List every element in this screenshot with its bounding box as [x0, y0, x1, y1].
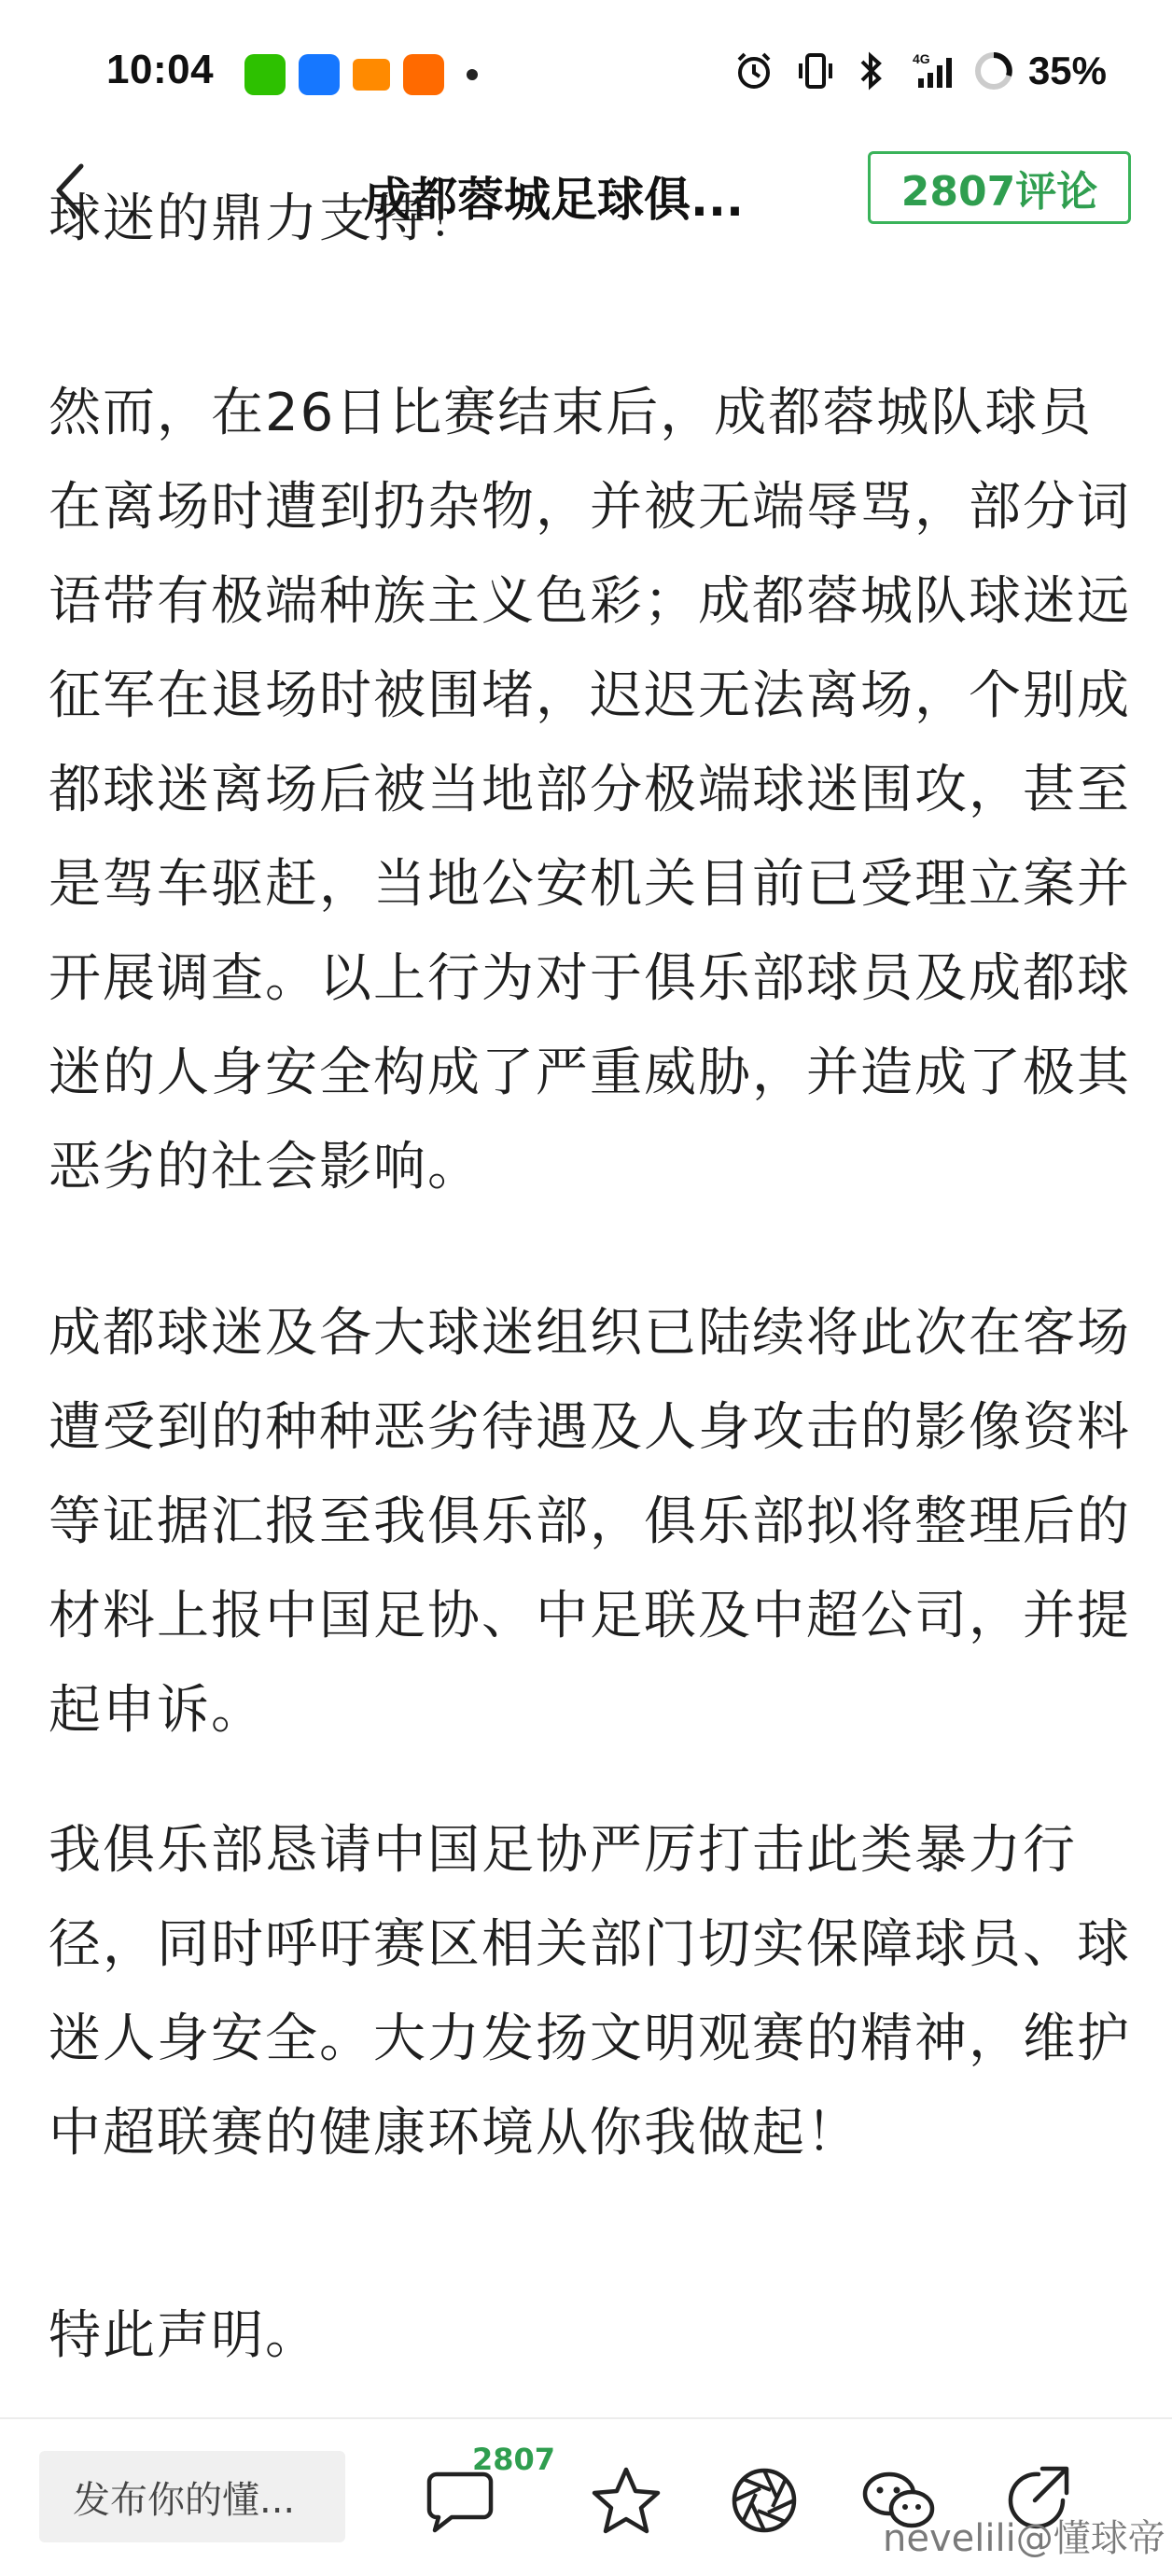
- mango-app-icon: [403, 54, 444, 95]
- comments-button[interactable]: 2807评论: [868, 151, 1131, 224]
- article-paragraph: 成都球迷及各大球迷组织已陆续将此次在客场遭受到的种种恶劣待遇及人身攻击的影像资料等证据汇报至我俱乐部，俱乐部拟将整理后的材料上报中国足协、中足联及中超公司，并提起申诉。: [49, 1303, 1131, 1741]
- bluetooth-icon: [857, 50, 885, 91]
- article-paragraph: 然而，在26日比赛结束后，成都蓉城队球员在离场时遭到扔杂物，并被无端辱骂，部分词语带有极端种族主义色彩；成都蓉城队球迷远征军在退场时被围堵，迟迟无法离场，个别成都球迷离场后被当地部分极端球迷围攻，甚至是驾车驱赶，当地公安机关目前已受理立案并开展调查。以上行为对于俱乐部球员及成都球迷的人身安全构成了严重威胁，并造成了极其恶劣的社会影响。: [49, 383, 1131, 1197]
- wallet-app-icon: [353, 59, 390, 91]
- aperture-share-icon[interactable]: [724, 2460, 804, 2541]
- svg-text:4G: 4G: [912, 51, 930, 66]
- battery-percent: 35%: [1027, 49, 1107, 92]
- status-bar: [0, 0, 1172, 140]
- alarm-icon: [733, 50, 774, 91]
- article-paragraph: 球迷的鼎力支持！: [49, 189, 481, 249]
- comment-count-badge: 2807: [472, 2442, 556, 2477]
- system-indicators: [733, 49, 1107, 93]
- ai-app-icon: [299, 54, 340, 95]
- article-paragraph: 我俱乐部恳请中国足协严厉打击此类暴力行径，同时呼吁赛区相关部门切实保障球员、球迷人身安全。大力发扬文明观赛的精神，维护中超联赛的健康环境从你我做起！: [49, 1820, 1131, 2163]
- battery-ring-icon: [972, 49, 1015, 92]
- notification-icons: [244, 54, 478, 95]
- star-icon[interactable]: [586, 2460, 666, 2541]
- bottom-action-bar: [0, 2419, 1172, 2576]
- status-time: 10:04: [106, 47, 215, 92]
- vibrate-icon: [795, 50, 836, 91]
- watermark: nevelili@懂球帝: [883, 2517, 1165, 2560]
- signal-icon: [905, 50, 952, 91]
- article-paragraph: 特此声明。: [49, 2305, 319, 2366]
- page-title: 成都蓉城足球俱...: [364, 173, 744, 227]
- comment-input[interactable]: 发布你的懂...: [39, 2451, 345, 2542]
- more-notifications-icon: [467, 69, 478, 80]
- wechat-app-icon: [244, 54, 286, 95]
